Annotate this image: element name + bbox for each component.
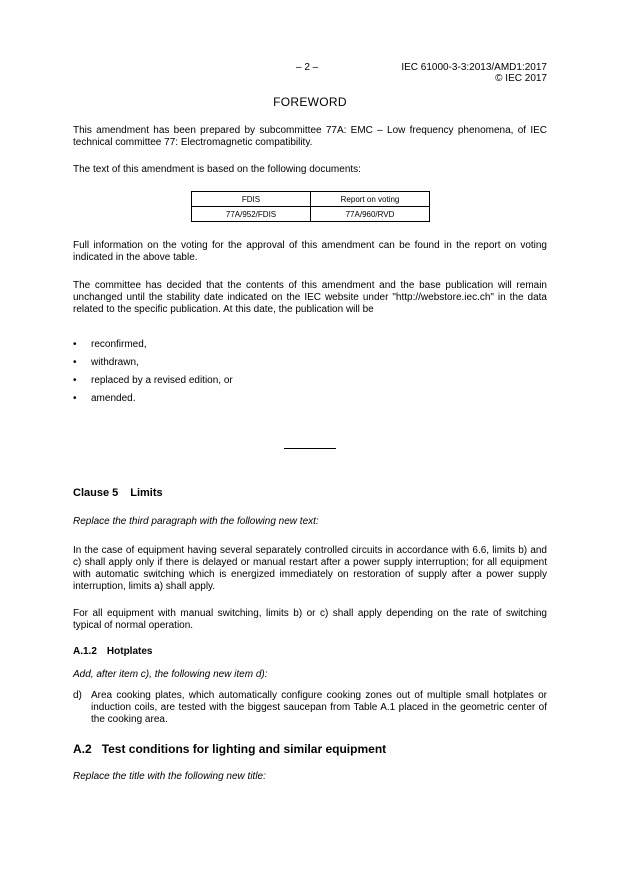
section-title: Hotplates bbox=[106, 646, 153, 657]
document-id: IEC 61000-3-3:2013/AMD1:2017 bbox=[401, 62, 547, 73]
section-a12-heading bbox=[73, 646, 152, 657]
item-label: d) bbox=[73, 690, 82, 701]
copyright: © IEC 2017 bbox=[495, 73, 547, 84]
foreword-paragraph-4: The committee has decided that the contents of this amendment and the base publication will remain unchanged until the stability date indicated on the IEC website under "http://webstore.iec.ch" in the data related to the specific publication. At this date, the publication will be bbox=[73, 280, 547, 315]
publication-options-list bbox=[73, 339, 233, 411]
section-a2-instruction: Replace the title with the following new title: bbox=[73, 771, 266, 782]
list-item: • reconfirmed, bbox=[73, 339, 233, 357]
section-a2-heading bbox=[73, 742, 386, 756]
list-item: • amended. bbox=[73, 393, 233, 411]
section-divider bbox=[284, 448, 336, 449]
clause-5-paragraph-2: For all equipment with manual switching, limits b) or c) shall apply depending on the rate of switching typical of normal operation. bbox=[73, 608, 547, 631]
clause-title: Limits bbox=[130, 487, 163, 499]
list-item: • replaced by a revised edition, or bbox=[73, 375, 233, 393]
clause-5-heading bbox=[73, 487, 163, 499]
table-header-cell: Report on voting bbox=[311, 192, 430, 207]
table-header-row bbox=[192, 192, 430, 207]
foreword-title: FOREWORD bbox=[273, 95, 347, 109]
clause-5-paragraph-1: In the case of equipment having several separately controlled circuits in accordance with 6.6, limits b) and c) shall apply only if there is delayed or manual restart after a power supply interruption; for all equipment with automatic switching which is energized immediately on restoration of supply after a power supply interruption, limits a) shall apply. bbox=[73, 545, 547, 592]
document-id-block bbox=[401, 62, 547, 84]
item-text: Area cooking plates, which automatically configure cooking zones out of multiple small hotplates or induction coils, are tested with the biggest saucepan from Table A.1 placed in the geometric center of the cooking area. bbox=[91, 690, 547, 725]
foreword-paragraph-3: Full information on the voting for the approval of this amendment can be found in the report on voting indicated in the above table. bbox=[73, 240, 547, 263]
section-number: A.1.2 bbox=[73, 646, 97, 657]
table-row bbox=[192, 207, 430, 222]
section-title: Test conditions for lighting and similar equipment bbox=[101, 742, 387, 756]
list-item: • withdrawn, bbox=[73, 357, 233, 375]
clause-5-instruction: Replace the third paragraph with the following new text: bbox=[73, 516, 319, 527]
section-a12-instruction: Add, after item c), the following new item d): bbox=[73, 669, 268, 680]
table-cell: 77A/960/RVD bbox=[311, 207, 430, 222]
foreword-paragraph-2: The text of this amendment is based on the following documents: bbox=[73, 164, 361, 175]
page-number: – 2 – bbox=[296, 62, 319, 73]
table-header-cell: FDIS bbox=[192, 192, 311, 207]
voting-table bbox=[191, 191, 430, 222]
section-number: A.2 bbox=[73, 742, 92, 756]
clause-number: Clause 5 bbox=[73, 487, 119, 499]
foreword-paragraph-1: This amendment has been prepared by subcommittee 77A: EMC – Low frequency phenomena, of IEC technical committee 77: Electromagnetic compatibility. bbox=[73, 125, 547, 148]
table-cell: 77A/952/FDIS bbox=[192, 207, 311, 222]
